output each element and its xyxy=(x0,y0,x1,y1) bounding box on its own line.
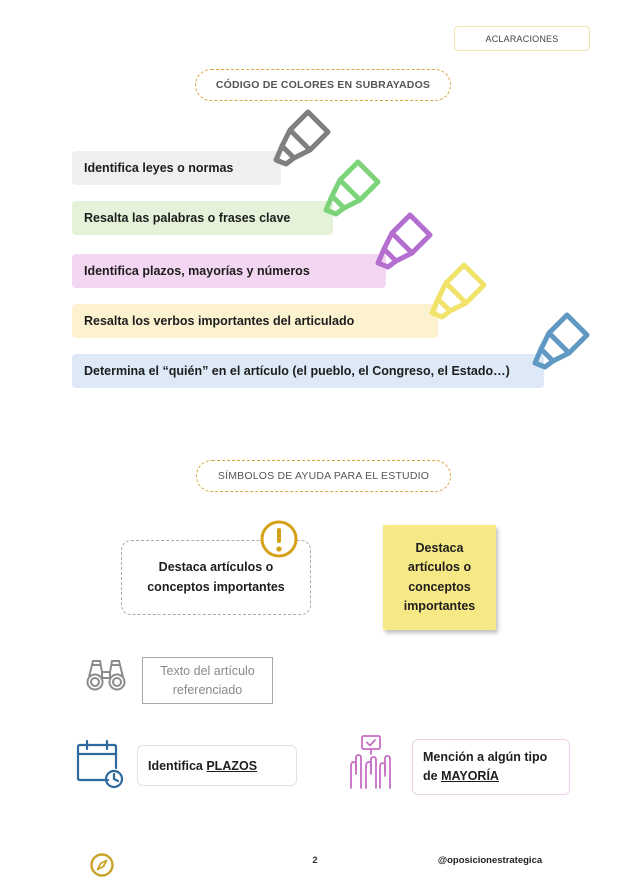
strip-label: Determina el “quién” en el artículo (el pueblo, el Congreso, el Estado…) xyxy=(84,364,510,378)
sticky-line4: importantes xyxy=(403,598,476,613)
sticky-line1: Destaca xyxy=(415,540,464,555)
plazos-emph: PLAZOS xyxy=(206,758,258,773)
exclamation-circle-icon xyxy=(259,519,299,559)
color-strip-verbs xyxy=(72,304,438,338)
strip-label: Resalta las palabras o frases clave xyxy=(84,211,291,225)
mayoria-prefix: de xyxy=(423,769,442,783)
mayoria-box xyxy=(412,739,570,795)
raised-hands-vote-icon xyxy=(346,732,396,790)
reference-box xyxy=(142,657,273,704)
sticky-line3: conceptos xyxy=(408,579,471,594)
mayoria-emph: MAYORÍA xyxy=(441,769,499,783)
page-number: 2 xyxy=(312,855,318,866)
important-line2: conceptos importantes xyxy=(147,579,285,594)
calendar-clock-icon xyxy=(74,738,126,790)
strip-label: Identifica leyes o normas xyxy=(84,161,234,175)
mayoria-line1: Mención a algún tipo xyxy=(423,749,548,764)
symbols-section-title: SÍMBOLOS DE AYUDA PARA EL ESTUDIO xyxy=(196,460,451,492)
binoculars-icon xyxy=(84,656,128,692)
colors-section-title: CÓDIGO DE COLORES EN SUBRAYADOS xyxy=(195,69,451,101)
highlighter-blue-icon xyxy=(527,303,607,383)
highlighter-yellow-icon xyxy=(424,253,504,333)
compass-icon xyxy=(89,852,115,878)
color-strip-who xyxy=(72,354,544,388)
important-line1: Destaca artículos o xyxy=(158,560,274,575)
plazos-box xyxy=(137,745,297,786)
header-tag: ACLARACIONES xyxy=(454,26,590,51)
reference-line1: Texto del artículo xyxy=(160,664,255,679)
strip-label: Resalta los verbos importantes del articulado xyxy=(84,314,355,328)
plazos-text: Identifica xyxy=(148,758,207,773)
strip-label: Identifica plazos, mayorías y números xyxy=(84,264,310,278)
sticky-line2: artículos o xyxy=(407,560,472,575)
color-strip-keywords xyxy=(72,201,333,235)
sticky-note xyxy=(383,525,496,630)
color-strip-numbers xyxy=(72,254,386,288)
footer-handle: @oposicionestrategica xyxy=(437,855,543,866)
reference-line2: referenciado xyxy=(172,682,243,697)
color-strip-laws xyxy=(72,151,281,185)
